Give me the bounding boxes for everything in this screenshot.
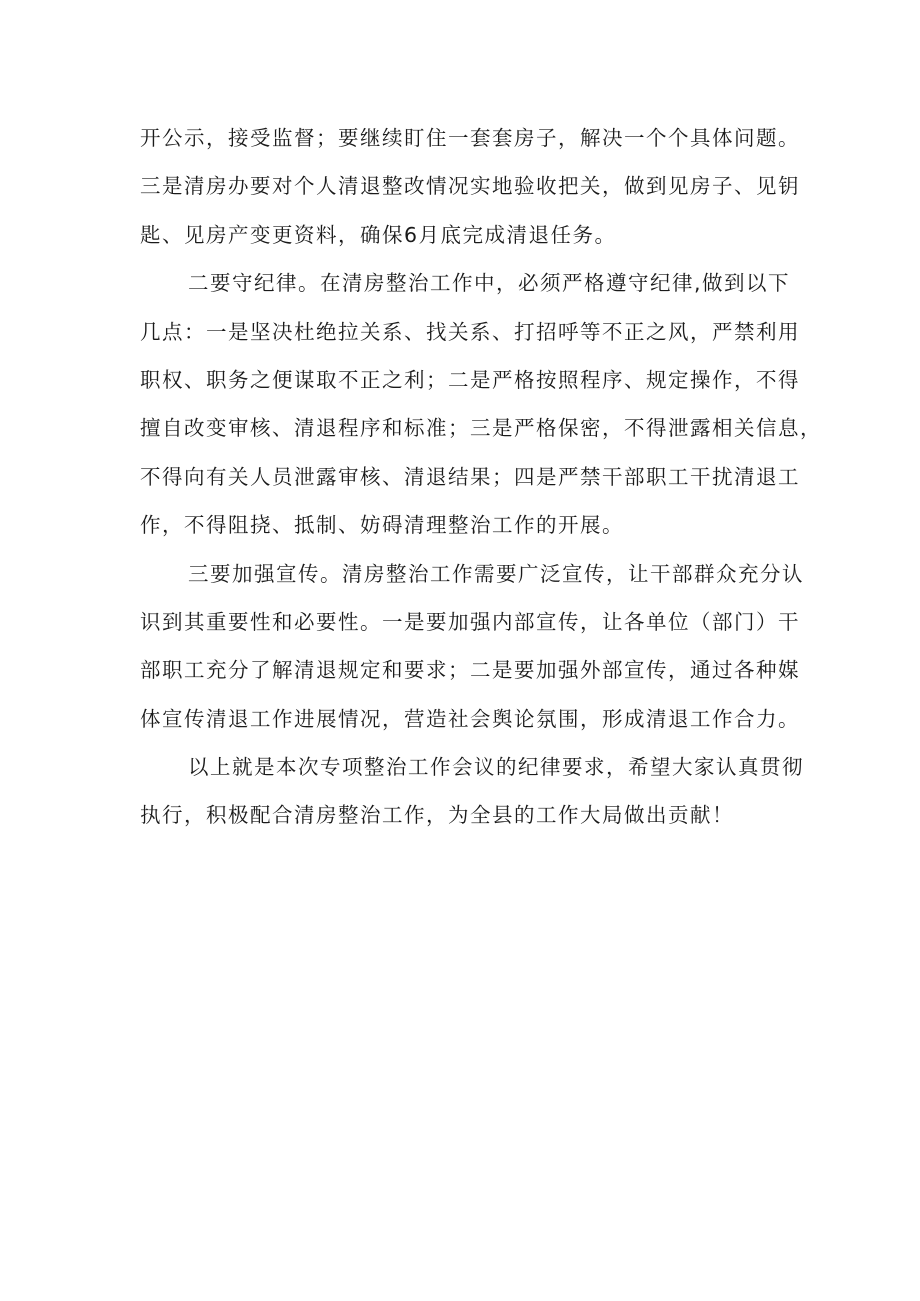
paragraph-start-line: 二要守纪律。在清房整治工作中，必须严格遵守纪律,做到以下	[188, 271, 791, 296]
text-line: 职权、职务之便谋取不正之利；二是严格按照程序、规定操作，不得	[140, 367, 800, 392]
text-line: 执行，积极配合清房整治工作，为全县的工作大局做出贡献！	[140, 803, 734, 828]
text-line: 擅自改变审核、清退程序和标准；三是严格保密，不得泄露相关信息，	[140, 416, 822, 441]
paragraph-start-line: 三要加强宣传。清房整治工作需要广泛宣传，让干部群众充分认	[188, 561, 804, 586]
text-line: 作，不得阻挠、抵制、妨碍清理整治工作的开展。	[140, 513, 624, 538]
text-line: 不得向有关人员泄露审核、清退结果；四是严禁干部职工干扰清退工	[140, 464, 800, 489]
text-line: 开公示，接受监督；要继续盯住一套套房子，解决一个个具体问题。	[140, 126, 800, 150]
paragraph-start-line: 以上就是本次专项整治工作会议的纪律要求，希望大家认真贯彻	[188, 755, 804, 780]
text-line: 三是清房办要对个人清退整改情况实地验收把关，做到见房子、见钥	[140, 174, 800, 199]
text-line: 部职工充分了解清退规定和要求；二是要加强外部宣传，通过各种媒	[140, 658, 800, 683]
text-line: 匙、见房产变更资料，确保6月底完成清退任务。	[140, 222, 617, 247]
text-line: 几点：一是坚决杜绝拉关系、找关系、打招呼等不正之风，严禁利用	[140, 319, 800, 344]
text-line: 识到其重要性和必要性。一是要加强内部宣传，让各单位（部门）干	[140, 609, 800, 634]
document-body	[140, 114, 822, 840]
text-line: 体宣传清退工作进展情况，营造社会舆论氛围，形成清退工作合力。	[140, 706, 800, 731]
